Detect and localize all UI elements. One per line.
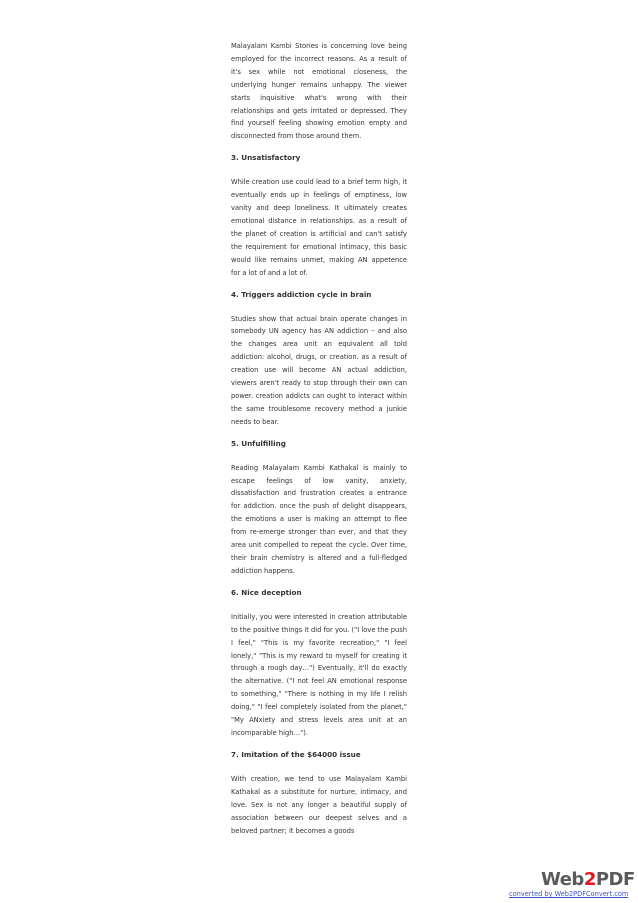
logo-pdf-text: PDF <box>595 869 635 890</box>
intro-paragraph: Malayalam Kambi Stories is concerning love being employed for the incorrect reasons. As a result of it's sex while not emotional closeness, the underlying hunger remains unhappy. The viewer starts inquisitive what's wrong with their relationships and gets irritated or depressed. They find yourself feeling showing emotion empty and disconnected from those around them. <box>231 42 407 141</box>
document-body <box>231 40 407 837</box>
section-body-nice-deception: Initially, you were interested in creation attributable to the positive things it did for you. ("I love the push I feel," "This is my favorite recreation," "I feel lonely," "This is my reward to myself for creating it through a rough day…") Eventually, it'll do exactly the alternative. ("I not feel AN emotional response to something," "There is nothing in my life I relish doing," "I feel completely isolated from the planet," "My ANxiety and stress levels area unit at an incomparable high…"). <box>231 612 407 737</box>
section-heading-addiction-cycle: 4. Triggers addiction cycle in brain <box>231 289 372 299</box>
section-body-imitation: With creation, we tend to use Malayalam Kambi Kathakal as a substitute for nurture, intimacy, and love. Sex is not any longer a beautiful supply of association between our deepest selves and a beloved partner; it becomes a goods <box>231 774 407 835</box>
section-heading-unfulfilling: 5. Unfulfilling <box>231 438 286 448</box>
section-heading-nice-deception: 6. Nice deception <box>231 587 302 597</box>
section-heading-imitation: 7. Imitation of the $64000 issue <box>231 749 361 759</box>
section-heading-unsatisfactory: 3. Unsatisfactory <box>231 153 301 163</box>
logo-web-text: Web <box>541 869 584 890</box>
logo-num-text: 2 <box>583 869 596 890</box>
web2pdf-logo <box>541 871 635 889</box>
section-body-unfulfilling: Reading Malayalam Kambi Kathakal is mainly to escape feelings of low vanity, anxiety, dissatisfaction and frustration creates a entrance for addiction. once the push of delight disappears, the emotions a user is making an attempt to flee from re-emerge stronger than ever, and that they area unit compelled to repeat the cycle. Over time, their brain chemistry is altered and a full-fledged addiction happens. <box>231 463 407 575</box>
converted-by-link[interactable]: converted by Web2PDFConvert.com <box>509 890 629 898</box>
section-body-addiction-cycle: Studies show that actual brain operate changes in somebody UN agency has AN addiction – and also the changes area unit an equivalent all told addiction: alcohol, drugs, or creation. as a result of creation use will become AN actual addiction, viewers aren't ready to stop through their own can power. creation addicts can ought to interact within the same troublesome recovery method a junkie needs to bear. <box>231 314 407 426</box>
section-body-unsatisfactory: While creation use could lead to a brief term high, it eventually ends up in feelings of emptiness, low vanity and deep loneliness. It ultimately creates emotional distance in relationships. as a result of the planet of creation is artificial and can't satisfy the requirement for emotional intimacy, this basic would like remains unmet, making AN appetence for a lot of and a lot of. <box>231 178 407 277</box>
